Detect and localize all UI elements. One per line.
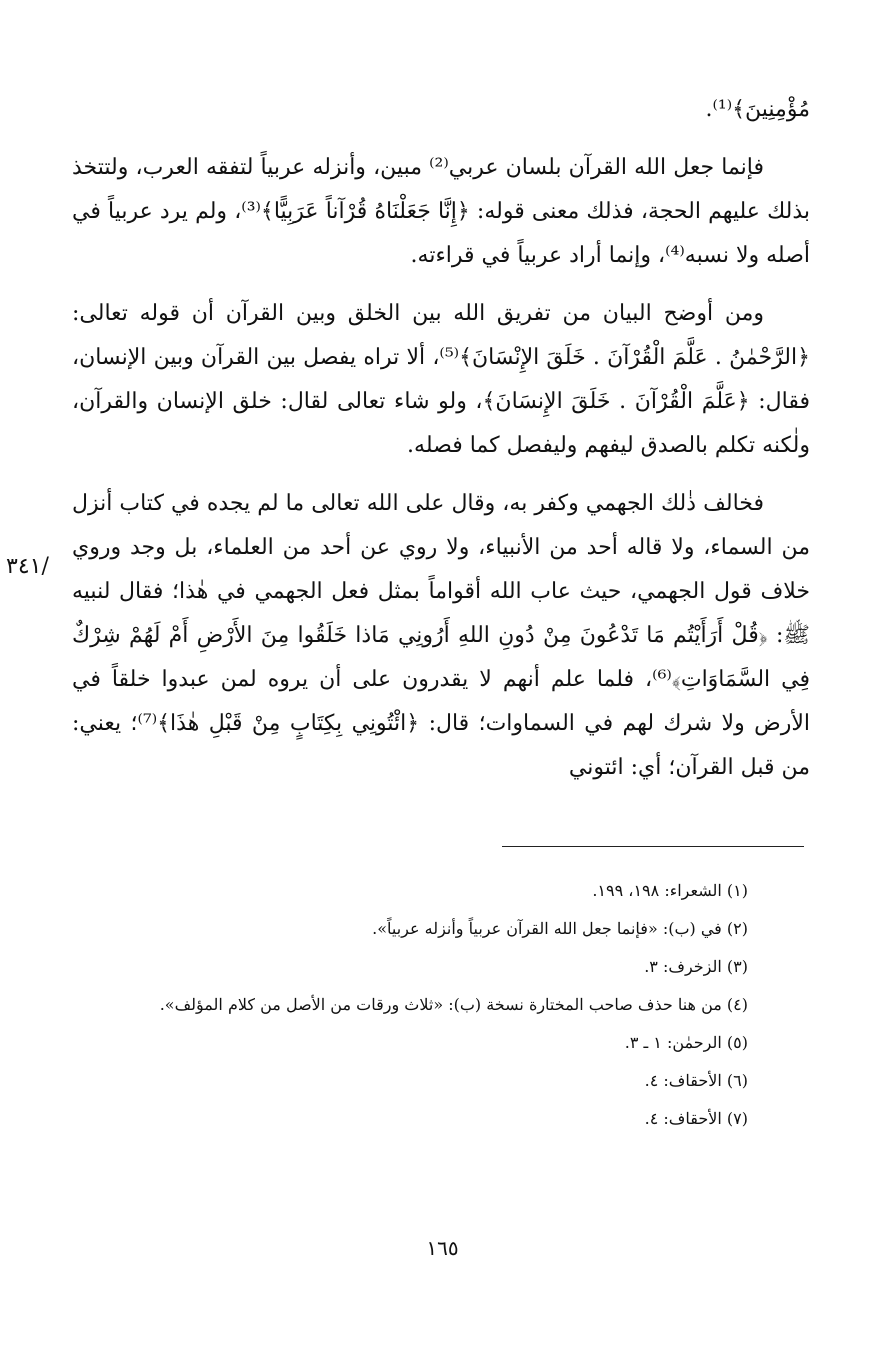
footnote-7: (٧) الأحقاف: ٤. [644, 1109, 748, 1128]
footnote-separator [502, 846, 804, 847]
page-number: ١٦٥ [426, 1236, 459, 1260]
footnotes [76, 872, 776, 1138]
footnote-5: (٥) الرحمٰن: ١ ـ ٣. [624, 1033, 748, 1052]
main-text [72, 88, 810, 804]
manuscript-folio-marker: /٣٤١ [6, 554, 49, 579]
footnote-2: (٢) في (ب): «فإنما جعل الله القرآن عربياً وأنزله عربياً». [372, 919, 748, 938]
footnote-3: (٣) الزخرف: ٣. [644, 957, 748, 976]
paragraph-distinction: ومن أوضح البيان من تفريق الله بين الخلق وبين القرآن أن قوله تعالى: ﴿الرَّحْمٰنُ . عَلَّمَ الْقُرْآنَ . خَلَقَ الإِنْسَانَ﴾⁽⁵⁾، ألا تراه يفصل بين القرآن وبين الإنسان، فقال: ﴿عَلَّمَ الْقُرْآنَ . خَلَقَ الإِنسَانَ﴾، ولو شاء تعالى لقال: خلق الإنسان والقرآن، ولٰكنه تكلم بالصدق ليفهم وليفصل كما فصله. [72, 301, 810, 458]
paragraph-jahmi: فخالف ذٰلك الجهمي وكفر به، وقال على الله تعالى ما لم يجده في كتاب أنزل من السماء، ولا قاله أحد من الأنبياء، ولا روي عن أحد من العلماء، بل وجد وروي خلاف قول الجهمي، حيث عاب الله أقواماً بمثل فعل الجهمي في هٰذا؛ فقال لنبيه ﷺ: ﴿قُلْ أَرَأَيْتُم مَا تَدْعُونَ مِنْ دُونِ اللهِ أَرُونِي مَاذا خَلَقُوا مِنَ الأَرْضِ أَمْ لَهُمْ شِرْكٌ فِي السَّمَاوَاتِ﴾⁽⁶⁾، فلما علم أنهم لا يقدرون على أن يروه لمن عبدوا خلقاً في الأرض ولا شرك لهم في السماوات؛ قال: ﴿ائْتُونِي بِكِتَابٍ مِنْ قَبْلِ هٰذَا﴾⁽⁷⁾؛ يعني: من قبل القرآن؛ أي: ائتوني [72, 491, 811, 780]
footnote-6: (٦) الأحقاف: ٤. [644, 1071, 748, 1090]
paragraph-arabic-quran: فإنما جعل الله القرآن بلسان عربي⁽²⁾ مبين، وأنزله عربياً لتفقه العرب، ولتتخذ بذلك عليهم الحجة، فذلك معنى قوله: ﴿إِنَّا جَعَلْنَاهُ قُرْآناً عَرَبِيًّا﴾⁽³⁾، ولم يرد عربياً في أصله ولا نسبه⁽⁴⁾، وإنما أراد عربياً في قراءته. [72, 155, 810, 268]
footnote-1: (١) الشعراء: ١٩٨، ١٩٩. [592, 881, 748, 900]
footnote-4: (٤) من هنا حذف صاحب المختارة نسخة (ب): «ثلاث ورقات من الأصل من كلام المؤلف». [159, 995, 748, 1014]
paragraph-continuation: مُؤْمِنِينَ﴾⁽¹⁾. [705, 97, 810, 122]
